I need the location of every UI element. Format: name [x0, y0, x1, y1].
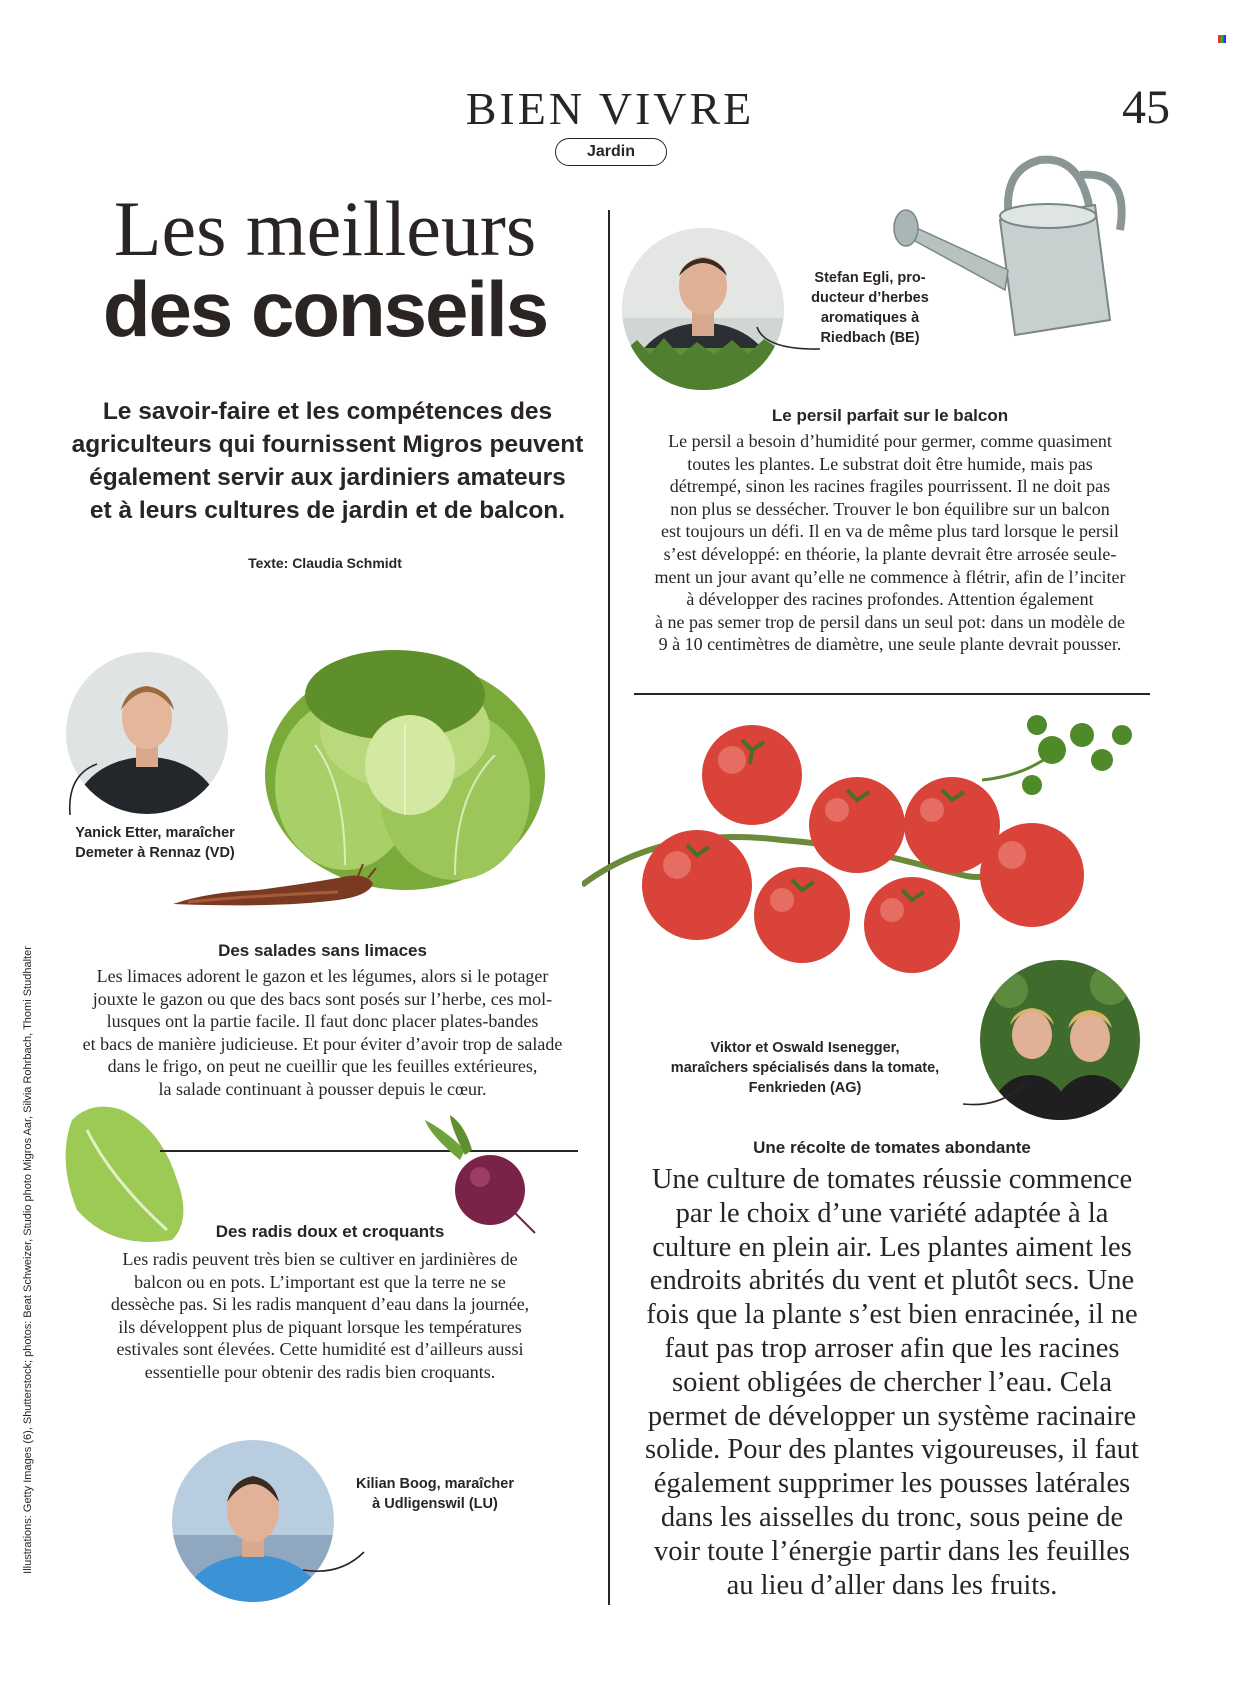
text-line: est toujours un défi. Il en va de même plus tard lorsque le persil: [661, 521, 1119, 542]
headline-line-2: des conseils: [102, 265, 548, 353]
text-line: Les limaces adorent le gazon et les légumes, alors si le potager: [96, 966, 549, 986]
author-credit: Texte: Claudia Schmidt: [248, 555, 402, 571]
portrait-stefan-image: [622, 228, 784, 390]
intro-line: agriculteurs qui fournissent Migros peuvent: [71, 431, 584, 458]
tomato-vine-illustration: [582, 705, 1152, 975]
caption-line: aromatiques à: [820, 310, 920, 326]
caption-pointer-yanick: [62, 760, 102, 820]
caption-line: Stefan Egli, pro-: [814, 270, 926, 286]
text-line: par le choix d’une variété adaptée à la: [675, 1197, 1109, 1229]
body-salades: [55, 965, 590, 1101]
caption-line: Demeter à Rennaz (VD): [75, 845, 235, 861]
photo-credits-text: Illustrations: Getty Images (6), Shutterstock; photos: Beat Schweizer, Studio photo Migros Aar, Silvia Rohrbach, Thomi Studhalter: [22, 946, 34, 1574]
text-line: non plus se dessécher. Trouver le bon équilibre sur un balcon: [670, 498, 1110, 519]
text-line: et bacs de manière judicieuse. Et pour éviter d’avoir trop de salade: [82, 1033, 563, 1054]
text-line: également supprimer les pousses latérales: [653, 1468, 1131, 1500]
caption-kilian-boog: [340, 1474, 530, 1514]
heading-persil: Le persil parfait sur le balcon: [771, 406, 1009, 425]
text-line: à développer des racines profondes. Attention également: [686, 589, 1094, 610]
text-line: culture en plein air. Les plantes aiment les: [652, 1231, 1132, 1263]
lettuce-illustration: [255, 635, 560, 895]
text-line: jouxte le gazon ou que des bacs sont posés sur l’herbe, ces mol-: [92, 988, 553, 1009]
text-line: essentielle pour obtenir des radis bien croquants.: [144, 1361, 496, 1382]
caption-pointer-kilian: [300, 1548, 370, 1578]
page-number: 45: [1122, 81, 1170, 134]
caption-isenegger: [640, 1038, 970, 1098]
caption-line: ducteur d’herbes: [811, 290, 929, 306]
text-line: faut pas trop arroser afin que les racines: [664, 1332, 1120, 1364]
text-line: ils développent plus de piquant lorsque les températures: [118, 1316, 522, 1337]
heading-tomates: Une récolte de tomates abondante: [753, 1138, 1031, 1157]
caption-line: maraîchers spécialisés dans la tomate,: [670, 1060, 940, 1076]
text-line: toutes les plantes. Le substrat doit être humide, mais pas: [687, 453, 1093, 474]
caption-yanick-etter: [40, 823, 270, 863]
text-line: 9 à 10 centimètres de diamètre, une seule plante devrait pousser.: [658, 634, 1122, 655]
section-title: BIEN VIVRE: [465, 83, 755, 134]
text-line: Le persil a besoin d’humidité pour germer, comme quasiment: [668, 431, 1112, 451]
text-line: voir toute l’énergie partir dans les feuilles: [654, 1535, 1130, 1567]
text-line: Une culture de tomates réussie commence: [651, 1164, 1133, 1195]
text-line: ment un jour avant qu’elle ne commence à flétrir, afin de l’inciter: [654, 566, 1126, 587]
caption-line: Viktor et Oswald Isenegger,: [710, 1040, 900, 1056]
text-line: dessèche pas. Si les radis manquent d’eau dans la journée,: [110, 1294, 530, 1315]
lettuce-leaf-illustration: [52, 1100, 197, 1250]
slug-illustration: [168, 862, 383, 912]
radish-illustration: [420, 1115, 540, 1235]
caption-line: à Udligenswil (LU): [372, 1496, 498, 1512]
text-line: détrempé, sinon les racines fragiles pourrissent. Il ne doit pas: [669, 476, 1111, 497]
subsection-badge: Jardin: [555, 138, 667, 166]
text-line: fois que la plante s’est bien enracinée, il ne: [646, 1299, 1138, 1331]
heading-radis: Des radis doux et croquants: [215, 1222, 445, 1241]
headline-line-1: Les meilleurs: [113, 185, 537, 272]
text-line: balcon ou en pots. L’important est que la terre ne se: [134, 1271, 506, 1292]
watering-can-illustration: [890, 150, 1140, 345]
heading-salades: Des salades sans limaces: [218, 941, 427, 960]
text-line: s’est développé: en théorie, la plante devrait être arrosée seule-: [663, 543, 1117, 564]
text-line: soient obligées de chercher l’eau. Cela: [672, 1366, 1112, 1398]
caption-line: Riedbach (BE): [820, 330, 920, 346]
text-line: la salade continuant à pousser depuis le cœur.: [158, 1078, 487, 1099]
body-radis: [60, 1248, 580, 1384]
text-line: dans le frigo, on peut ne cueillir que les feuilles extérieures,: [107, 1056, 538, 1077]
intro-paragraph: [50, 395, 605, 527]
portrait-stefan-egli: [622, 228, 784, 390]
text-line: au lieu d’aller dans les fruits.: [726, 1569, 1058, 1601]
text-line: dans les aisselles du tronc, sous peine de: [660, 1501, 1124, 1533]
intro-line: et à leurs cultures de jardin et de balcon.: [89, 497, 566, 524]
intro-line: Le savoir-faire et les compétences des: [102, 398, 553, 425]
text-line: endroits abrités du vent et plutôt secs. Une: [649, 1265, 1135, 1297]
text-line: à ne pas semer trop de persil dans un seul pot: dans un modèle de: [655, 611, 1125, 632]
intro-line: également servir aux jardiniers amateurs: [89, 464, 566, 491]
text-line: estivales sont élevées. Cette humidité est d’ailleurs aussi: [116, 1339, 524, 1360]
color-registration-mark: [1218, 35, 1226, 43]
body-persil: [618, 430, 1162, 656]
text-line: Les radis peuvent très bien se cultiver en jardinières de: [122, 1249, 518, 1269]
caption-pointer-viktor: [960, 1080, 1030, 1110]
body-tomates: [624, 1163, 1160, 1602]
caption-line: Kilian Boog, maraîcher: [356, 1476, 514, 1492]
caption-line: Yanick Etter, maraîcher: [75, 825, 235, 841]
section-rule: [634, 693, 1150, 695]
text-line: permet de développer un système racinaire: [647, 1400, 1137, 1432]
caption-line: Fenkrieden (AG): [748, 1080, 862, 1096]
text-line: lusques ont la partie facile. Il faut donc placer plates-bandes: [106, 1011, 539, 1032]
text-line: solide. Pour des plantes vigoureuses, il faut: [645, 1434, 1139, 1466]
